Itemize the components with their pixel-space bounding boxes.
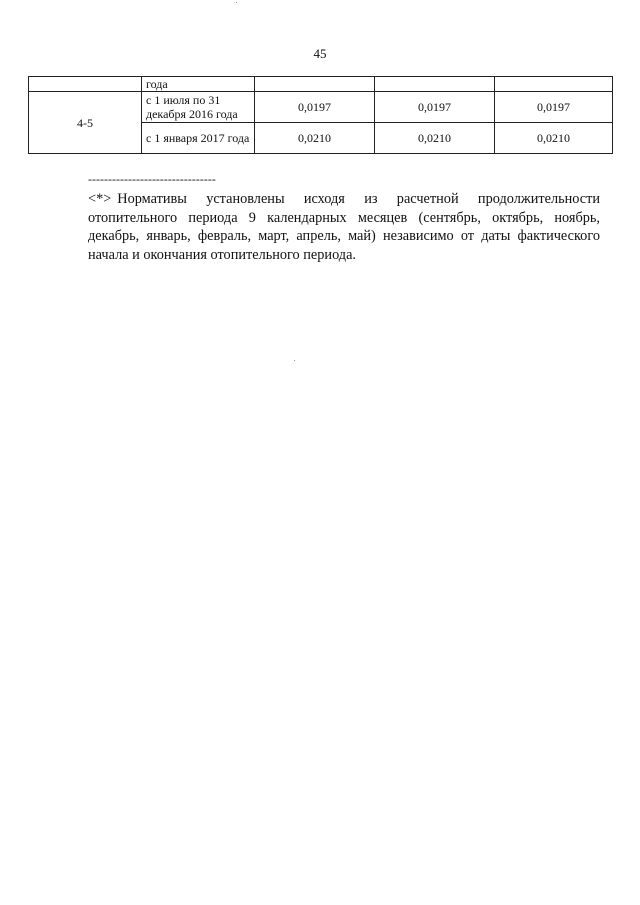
footnote-text: Нормативы установлены исходя из расчетной продолжительности отопительного периода 9 календарных месяцев (сентябрь, октябрь, ноябрь, декабрь, январь, февраль, март, апрель, май) независимо от даты фактического начала и окончания отопительного периода. — [88, 191, 600, 263]
table-cell-value: 0,0197 — [495, 92, 613, 123]
table-cell-value — [375, 77, 495, 92]
table-cell-period: с 1 июля по 31 декабря 2016 года — [142, 92, 255, 123]
table-cell-value: 0,0197 — [375, 92, 495, 123]
norms-table — [28, 76, 613, 154]
table-cell-period: года — [142, 77, 255, 92]
footnote-separator: -------------------------------- — [88, 172, 216, 186]
table-cell-group: 4-5 — [29, 92, 142, 154]
table-cell-value: 0,0210 — [495, 123, 613, 154]
table-row — [29, 77, 613, 92]
footnote — [88, 190, 600, 264]
table-cell-group — [29, 77, 142, 92]
table-cell-value: 0,0210 — [255, 123, 375, 154]
scan-speck — [294, 360, 295, 361]
table-cell-value: 0,0210 — [375, 123, 495, 154]
table-row — [29, 92, 613, 123]
page-number: 45 — [313, 46, 327, 61]
table-cell-value — [255, 77, 375, 92]
table-cell-value: 0,0197 — [255, 92, 375, 123]
scan-speck — [236, 2, 237, 3]
footnote-marker: <*> — [88, 191, 112, 207]
table-cell-value — [495, 77, 613, 92]
table-cell-period: с 1 января 2017 года — [142, 123, 255, 154]
